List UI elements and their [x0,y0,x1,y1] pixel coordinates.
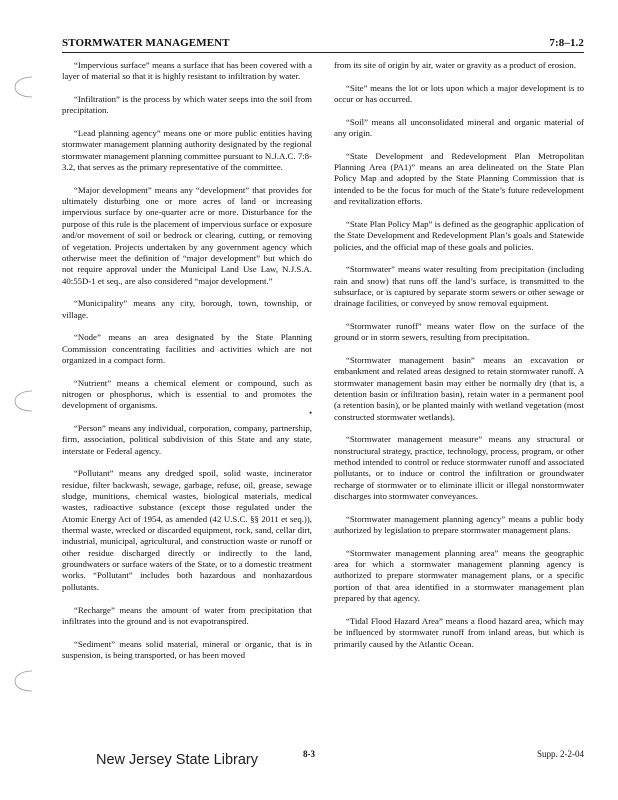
margin-mark: • [309,408,313,418]
definition-sediment: “Sediment” means solid material, mineral or organic, that is in suspension, is being transported, or has been moved [62,638,312,660]
definition-stormwater-runoff: “Stormwater runoff” means water flow on the surface of the ground or in storm sewers, resulting from precipitation. [334,320,584,343]
definition-impervious-surface: “Impervious surface” means a surface that has been covered with a layer of material so that it is highly resistant to infiltration by water. [62,60,312,82]
definition-node: “Node” means an area designated by the State Planning Commission concentrating facilities and activities which are not organized in a compact form. [62,332,312,365]
definition-stormwater: “Stormwater” means water resulting from precipitation (including rain and snow) that runs off the land’s surface, is transmitted to the subsurface, or is captured by separate storm sewers or other sewage or drainage facilities, or conveyed by snow removal equipment. [334,264,584,309]
definition-major-development: “Major development” means any “development” that provides for ultimately disturbing one or more acres of land or increasing impervious surface by one-quarter acre or more. Disturbance for the purpose of this rule is the placement of impervious surface or exposure and/or movement of soil or bedrock or clearing, cutting, or removing of vegetation. Projects undertaken by any government agency which otherwise meet the definition of “major development” but which do not require approval under the Municipal Land Use Law, N.J.S.A. 40:55D-1 et seq., are also considered “major development.” [62,184,312,286]
punch-hole-icon [12,74,38,100]
definition-stormwater-management-planning-area: “Stormwater management planning area” means the geographic area for which a stormwater management planning agency is authorized to prepare stormwater management plans, or a specific portion of that area identified in a stormwater management plan prepared by that agency. [334,547,584,604]
definition-sediment-continued: from its site of origin by air, water or gravity as a product of erosion. [334,60,576,70]
punch-hole-icon [12,668,38,694]
definition-lead-planning-agency: “Lead planning agency” means one or more public entities having stormwater management planning authority designated by the regional stormwater management planning committee pursuant to N.J.A.C. 7:8-3.2, that serves as the primary representative of the committee. [62,128,312,173]
definition-soil: “Soil” means all unconsolidated mineral and organic material of any origin. [334,116,584,139]
definition-pollutant: “Pollutant” means any dredged spoil, solid waste, incinerator residue, filter backwash, sewage, garbage, refuse, oil, grease, sewage sludge, munitions, chemical wastes, biological materials, medical wastes, radioactive substance (except those regulated under the Atomic Energy Act of 1954, as amended (42 U.S.C. §§ 2011 et seq.)), thermal waste, wrecked or discarded equipment, rock, sand, cellar dirt, industrial, municipal, agricultural, and construction waste or runoff or other residue discharged directly or indirectly to the land, groundwaters or surface waters of the State, or to a domestic treatment works. “Pollutant” includes both hazardous and nonhazardous pollutants. [62,468,312,592]
definition-state-plan-policy-map: “State Plan Policy Map” is defined as the geographic application of the State Development and Redevelopment Plan’s goals and Statewide policies, and the official map of these goals and policies. [334,218,584,252]
definition-municipality: “Municipality” means any city, borough, town, township, or village. [62,298,312,320]
supplement-date: Supp. 2-2-04 [537,749,584,759]
punch-hole-icon [12,388,38,414]
definition-person: “Person” means any individual, corporation, company, partnership, firm, association, political subdivision of this State and any state, interstate or Federal agency. [62,423,312,456]
definition-tidal-flood-hazard-area: “Tidal Flood Hazard Area” means a flood hazard area, which may be influenced by stormwater runoff from inland areas, but which is primarily caused by the Atlantic Ocean. [334,615,584,649]
definition-stormwater-management-measure: “Stormwater management measure” means any structural or nonstructural strategy, practice, technology, process, program, or other method intended to control or reduce stormwater runoff and associated pollutants, or to induce or control the infiltration or groundwater recharge of stormwater or to eliminate illicit or illegal nonstormwater discharges into stormwater conveyances. [334,434,584,502]
header-section-number: 7:8–1.2 [549,37,584,49]
definition-stormwater-management-planning-agency: “Stormwater management planning agency” means a public body authorized by legislation to prepare stormwater management plans. [334,513,584,536]
left-column [62,60,312,673]
right-column [334,60,584,661]
header-title: STORMWATER MANAGEMENT [62,37,230,49]
definition-nutrient: “Nutrient” means a chemical element or compound, such as nitrogen or phosphorus, which is essential to and promotes the development of organisms. [62,377,312,411]
definition-metropolitan-planning-area: “State Development and Redevelopment Plan Metropolitan Planning Area (PA1)” means an area delineated on the State Plan Policy Map and adopted by the State Planning Commission that is intended to be the focus for much of the State’s future redevelopment and revitalization efforts. [334,150,584,207]
page-number: 8-3 [303,749,315,759]
library-watermark: New Jersey State Library [96,752,258,768]
definition-stormwater-management-basin: “Stormwater management basin” means an excavation or embankment and related areas designed to retain stormwater runoff. A stormwater management basin may either be normally dry (that is, a detention basin or infiltration basin), retain water in a permanent pool (a retention basin), or be planted mainly with wetland vegetation (most constructed stormwater wetlands). [334,354,584,422]
definition-infiltration: “Infiltration” is the process by which water seeps into the soil from precipitation. [62,94,312,116]
running-header [62,36,584,53]
definition-site: “Site” means the lot or lots upon which a major development is to occur or has occurred. [334,82,584,105]
definition-recharge: “Recharge” means the amount of water from precipitation that infiltrates into the ground and is not evapotranspired. [62,604,312,626]
